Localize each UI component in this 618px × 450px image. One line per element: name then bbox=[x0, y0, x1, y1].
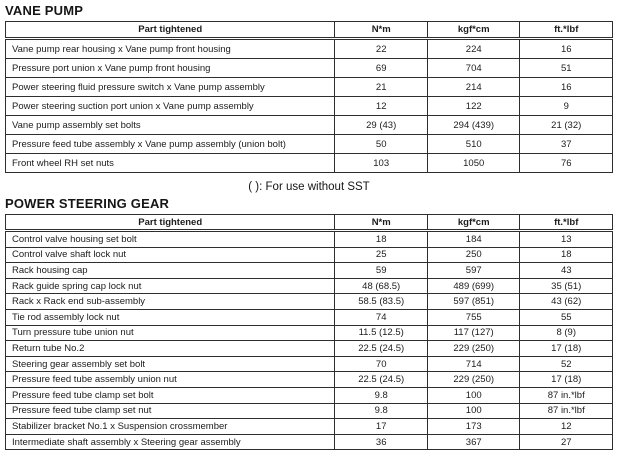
torque-value-cell: 22.5 (24.5) bbox=[335, 372, 428, 388]
torque-value-cell: 100 bbox=[427, 403, 520, 419]
torque-value-cell: 9.8 bbox=[335, 403, 428, 419]
torque-value-cell: 58.5 (83.5) bbox=[335, 294, 428, 310]
torque-value-cell: 294 (439) bbox=[427, 116, 520, 135]
torque-value-cell: 22 bbox=[335, 39, 428, 59]
torque-value-cell: 59 bbox=[335, 263, 428, 279]
table-row bbox=[6, 325, 613, 341]
torque-value-cell: 224 bbox=[427, 39, 520, 59]
part-name-cell: Intermediate shaft assembly x Steering gear assembly bbox=[6, 434, 335, 450]
column-header-unit: kgf*cm bbox=[427, 215, 520, 231]
column-header-unit: ft.*lbf bbox=[520, 22, 613, 39]
torque-value-cell: 48 (68.5) bbox=[335, 278, 428, 294]
part-name-cell: Pressure feed tube clamp set bolt bbox=[6, 387, 335, 403]
table-row bbox=[6, 309, 613, 325]
torque-value-cell: 489 (699) bbox=[427, 278, 520, 294]
column-header-part-tightened: Part tightened bbox=[6, 22, 335, 39]
torque-value-cell: 37 bbox=[520, 135, 613, 154]
part-name-cell: Turn pressure tube union nut bbox=[6, 325, 335, 341]
column-header-unit: N*m bbox=[335, 22, 428, 39]
table-row bbox=[6, 294, 613, 310]
power-steering-gear-torque-table bbox=[5, 214, 613, 450]
torque-value-cell: 184 bbox=[427, 231, 520, 248]
section-title-vane-pump: VANE PUMP bbox=[5, 3, 84, 18]
table-row bbox=[6, 231, 613, 248]
torque-value-cell: 755 bbox=[427, 309, 520, 325]
torque-value-cell: 229 (250) bbox=[427, 372, 520, 388]
table-row bbox=[6, 97, 613, 116]
vane-pump-torque-table bbox=[5, 21, 613, 173]
column-header-unit: ft.*lbf bbox=[520, 215, 613, 231]
torque-value-cell: 50 bbox=[335, 135, 428, 154]
torque-value-cell: 21 bbox=[335, 78, 428, 97]
part-name-cell: Rack x Rack end sub-assembly bbox=[6, 294, 335, 310]
torque-value-cell: 714 bbox=[427, 356, 520, 372]
torque-value-cell: 87 in.*lbf bbox=[520, 403, 613, 419]
torque-value-cell: 18 bbox=[520, 247, 613, 263]
table-row bbox=[6, 116, 613, 135]
part-name-cell: Pressure feed tube clamp set nut bbox=[6, 403, 335, 419]
torque-value-cell: 17 bbox=[335, 419, 428, 435]
table-row bbox=[6, 78, 613, 97]
table-row bbox=[6, 154, 613, 173]
section-title-power-steering-gear: POWER STEERING GEAR bbox=[5, 196, 170, 211]
torque-value-cell: 9 bbox=[520, 97, 613, 116]
torque-value-cell: 122 bbox=[427, 97, 520, 116]
part-name-cell: Pressure feed tube assembly union nut bbox=[6, 372, 335, 388]
torque-value-cell: 8 (9) bbox=[520, 325, 613, 341]
sst-note: ( ): For use without SST bbox=[248, 181, 370, 193]
part-name-cell: Pressure port union x Vane pump front housing bbox=[6, 59, 335, 78]
torque-value-cell: 36 bbox=[335, 434, 428, 450]
torque-value-cell: 43 (62) bbox=[520, 294, 613, 310]
part-name-cell: Pressure feed tube assembly x Vane pump assembly (union bolt) bbox=[6, 135, 335, 154]
torque-value-cell: 11.5 (12.5) bbox=[335, 325, 428, 341]
torque-value-cell: 1050 bbox=[427, 154, 520, 173]
torque-value-cell: 214 bbox=[427, 78, 520, 97]
torque-value-cell: 250 bbox=[427, 247, 520, 263]
torque-value-cell: 51 bbox=[520, 59, 613, 78]
torque-value-cell: 103 bbox=[335, 154, 428, 173]
table-row bbox=[6, 39, 613, 59]
part-name-cell: Vane pump assembly set bolts bbox=[6, 116, 335, 135]
table-row bbox=[6, 356, 613, 372]
part-name-cell: Power steering fluid pressure switch x Vane pump assembly bbox=[6, 78, 335, 97]
part-name-cell: Power steering suction port union x Vane pump assembly bbox=[6, 97, 335, 116]
table-row bbox=[6, 372, 613, 388]
part-name-cell: Tie rod assembly lock nut bbox=[6, 309, 335, 325]
torque-value-cell: 22.5 (24.5) bbox=[335, 341, 428, 357]
torque-value-cell: 9.8 bbox=[335, 387, 428, 403]
torque-value-cell: 29 (43) bbox=[335, 116, 428, 135]
column-header-part-tightened: Part tightened bbox=[6, 215, 335, 231]
part-name-cell: Stabilizer bracket No.1 x Suspension crossmember bbox=[6, 419, 335, 435]
part-name-cell: Control valve housing set bolt bbox=[6, 231, 335, 248]
torque-value-cell: 597 bbox=[427, 263, 520, 279]
part-name-cell: Rack guide spring cap lock nut bbox=[6, 278, 335, 294]
torque-value-cell: 117 (127) bbox=[427, 325, 520, 341]
torque-value-cell: 17 (18) bbox=[520, 372, 613, 388]
torque-value-cell: 18 bbox=[335, 231, 428, 248]
column-header-unit: kgf*cm bbox=[427, 22, 520, 39]
torque-value-cell: 17 (18) bbox=[520, 341, 613, 357]
torque-value-cell: 367 bbox=[427, 434, 520, 450]
table-row bbox=[6, 387, 613, 403]
torque-value-cell: 52 bbox=[520, 356, 613, 372]
table-row bbox=[6, 341, 613, 357]
torque-value-cell: 13 bbox=[520, 231, 613, 248]
torque-value-cell: 597 (851) bbox=[427, 294, 520, 310]
table-row bbox=[6, 403, 613, 419]
torque-value-cell: 74 bbox=[335, 309, 428, 325]
table-header-row bbox=[6, 22, 613, 39]
torque-value-cell: 12 bbox=[520, 419, 613, 435]
table-row bbox=[6, 434, 613, 450]
part-name-cell: Vane pump rear housing x Vane pump front housing bbox=[6, 39, 335, 59]
torque-value-cell: 100 bbox=[427, 387, 520, 403]
table-row bbox=[6, 278, 613, 294]
torque-value-cell: 43 bbox=[520, 263, 613, 279]
torque-value-cell: 27 bbox=[520, 434, 613, 450]
torque-value-cell: 16 bbox=[520, 39, 613, 59]
torque-value-cell: 55 bbox=[520, 309, 613, 325]
part-name-cell: Steering gear assembly set bolt bbox=[6, 356, 335, 372]
torque-value-cell: 87 in.*lbf bbox=[520, 387, 613, 403]
part-name-cell: Return tube No.2 bbox=[6, 341, 335, 357]
torque-value-cell: 704 bbox=[427, 59, 520, 78]
part-name-cell: Rack housing cap bbox=[6, 263, 335, 279]
table-row bbox=[6, 263, 613, 279]
torque-value-cell: 21 (32) bbox=[520, 116, 613, 135]
column-header-unit: N*m bbox=[335, 215, 428, 231]
torque-value-cell: 70 bbox=[335, 356, 428, 372]
torque-value-cell: 510 bbox=[427, 135, 520, 154]
torque-value-cell: 25 bbox=[335, 247, 428, 263]
part-name-cell: Front wheel RH set nuts bbox=[6, 154, 335, 173]
table-row bbox=[6, 247, 613, 263]
torque-value-cell: 173 bbox=[427, 419, 520, 435]
torque-value-cell: 76 bbox=[520, 154, 613, 173]
torque-value-cell: 16 bbox=[520, 78, 613, 97]
table-row bbox=[6, 59, 613, 78]
table-row bbox=[6, 135, 613, 154]
torque-value-cell: 69 bbox=[335, 59, 428, 78]
torque-value-cell: 35 (51) bbox=[520, 278, 613, 294]
torque-value-cell: 229 (250) bbox=[427, 341, 520, 357]
table-row bbox=[6, 419, 613, 435]
table-header-row bbox=[6, 215, 613, 231]
part-name-cell: Control valve shaft lock nut bbox=[6, 247, 335, 263]
torque-value-cell: 12 bbox=[335, 97, 428, 116]
